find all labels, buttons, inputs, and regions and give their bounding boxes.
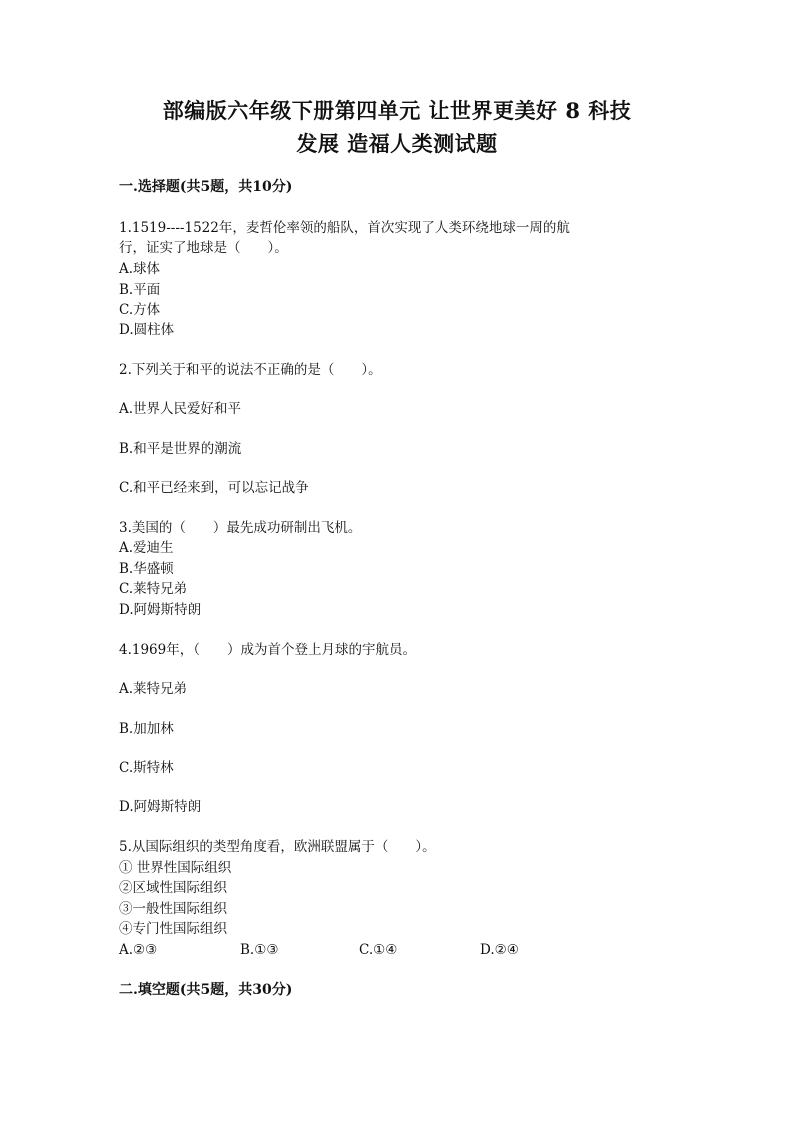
q1-option-d: D.圆柱体 bbox=[119, 322, 175, 338]
q4-stem: 4.1969年，（ ）成为首个登上月球的宇航员。 bbox=[119, 642, 416, 658]
q1-option-b: B.平面 bbox=[119, 282, 161, 298]
q5-option-c: C.①④ bbox=[359, 942, 398, 958]
q5-option-d: D.②④ bbox=[480, 942, 519, 958]
q2-option-b: B.和平是世界的潮流 bbox=[119, 441, 242, 457]
q5-option-b: B.①③ bbox=[240, 942, 279, 958]
q5-item-3: ③一般性国际组织 bbox=[119, 901, 227, 917]
q5-stem: 5.从国际组织的类型角度看，欧洲联盟属于（ ）。 bbox=[119, 839, 436, 855]
q4-option-c: C.斯特林 bbox=[119, 760, 174, 776]
q3-option-a: A.爱迪生 bbox=[119, 540, 174, 556]
q4-option-b: B.加加林 bbox=[119, 721, 174, 737]
q1-option-c: C.方体 bbox=[119, 302, 161, 318]
q2-option-c: C.和平已经来到，可以忘记战争 bbox=[119, 480, 309, 496]
q2-option-a: A.世界人民爱好和平 bbox=[119, 401, 242, 417]
q3-option-d: D.阿姆斯特朗 bbox=[119, 602, 202, 618]
q5-item-1: ① 世界性国际组织 bbox=[119, 860, 232, 876]
q1-stem-line-2: 行，证实了地球是（ ）。 bbox=[119, 240, 288, 256]
section-1-heading: 一.选择题(共5题，共10分) bbox=[119, 179, 293, 195]
q4-option-a: A.莱特兄弟 bbox=[119, 681, 188, 697]
title-line-1: 部编版六年级下册第四单元 让世界更美好 8 科技 bbox=[162, 98, 632, 123]
section-2-heading: 二.填空题(共5题，共30分) bbox=[119, 982, 293, 998]
q1-option-a: A.球体 bbox=[119, 261, 161, 277]
q3-option-b: B.华盛顿 bbox=[119, 561, 174, 577]
q3-option-c: C.莱特兄弟 bbox=[119, 581, 188, 597]
q5-option-a: A.②③ bbox=[119, 942, 158, 958]
q5-item-2: ②区域性国际组织 bbox=[119, 880, 227, 896]
q3-stem: 3.美国的（ ）最先成功研制出飞机。 bbox=[119, 520, 362, 536]
q2-stem: 2.下列关于和平的说法不正确的是（ ）。 bbox=[119, 362, 382, 378]
q5-item-4: ④专门性国际组织 bbox=[119, 921, 227, 937]
q1-stem-line-1: 1.1519----1522年，麦哲伦率领的船队，首次实现了人类环绕地球一周的航 bbox=[119, 220, 570, 236]
title-line-2: 发展 造福人类测试题 bbox=[296, 131, 498, 156]
q4-option-d: D.阿姆斯特朗 bbox=[119, 799, 202, 815]
